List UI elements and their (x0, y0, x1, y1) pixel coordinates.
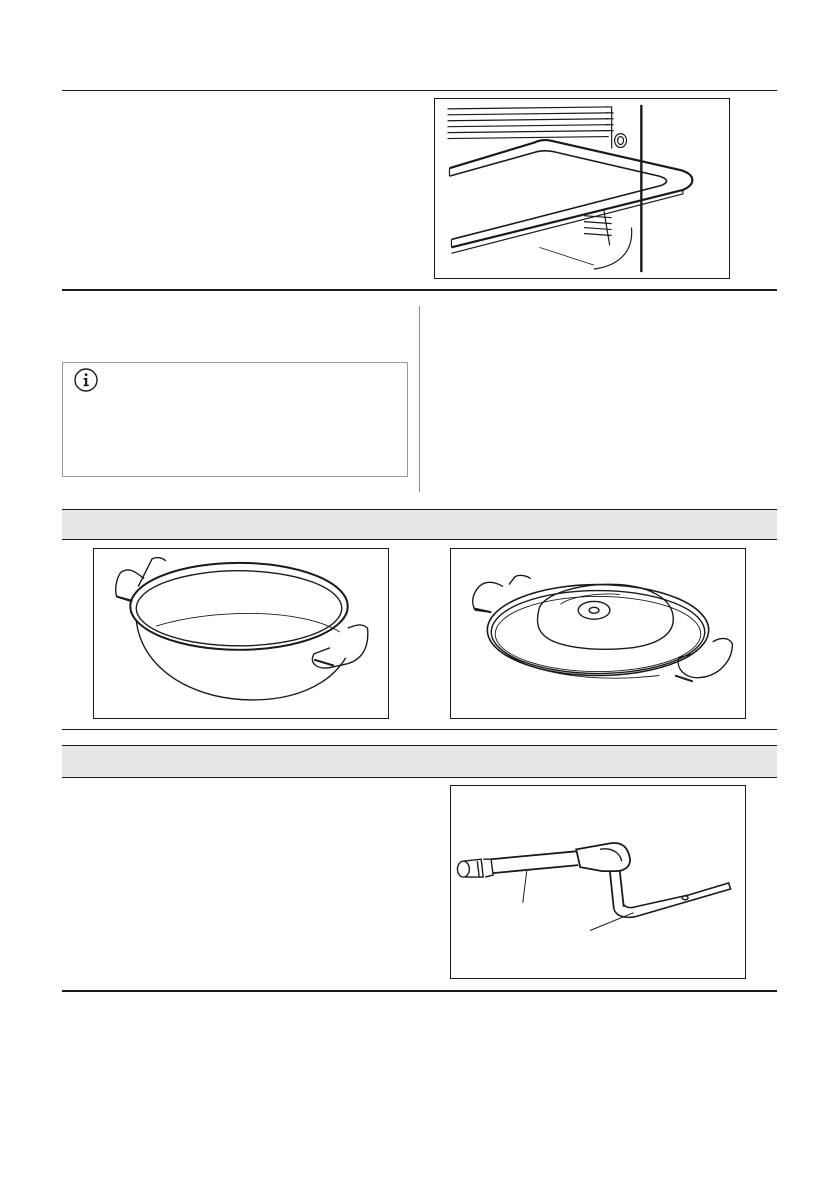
rotisserie-drawing (451, 786, 745, 978)
roasting-dish-bowl-drawing (94, 549, 388, 718)
oven-tray-drawing (435, 99, 729, 278)
roasting-dish-bowl-illustration (93, 548, 389, 719)
column-divider (419, 306, 420, 492)
info-note-box (62, 362, 408, 477)
rotisserie-header-rule (62, 777, 777, 778)
rotisserie-header-band (62, 746, 777, 777)
roasting-dish-lid-illustration (450, 548, 746, 719)
roasting-dish-lid-drawing (451, 549, 745, 718)
section-top-rule (62, 90, 777, 91)
section-divider-1 (62, 289, 777, 291)
oven-tray-illustration (434, 98, 730, 279)
info-icon (73, 367, 99, 393)
rotisserie-illustration (450, 785, 746, 979)
roasting-dish-header-rule (62, 539, 777, 540)
roasting-dish-bottom-rule (62, 729, 777, 730)
roasting-dish-header-band (62, 510, 777, 539)
page-bottom-rule (62, 990, 777, 992)
